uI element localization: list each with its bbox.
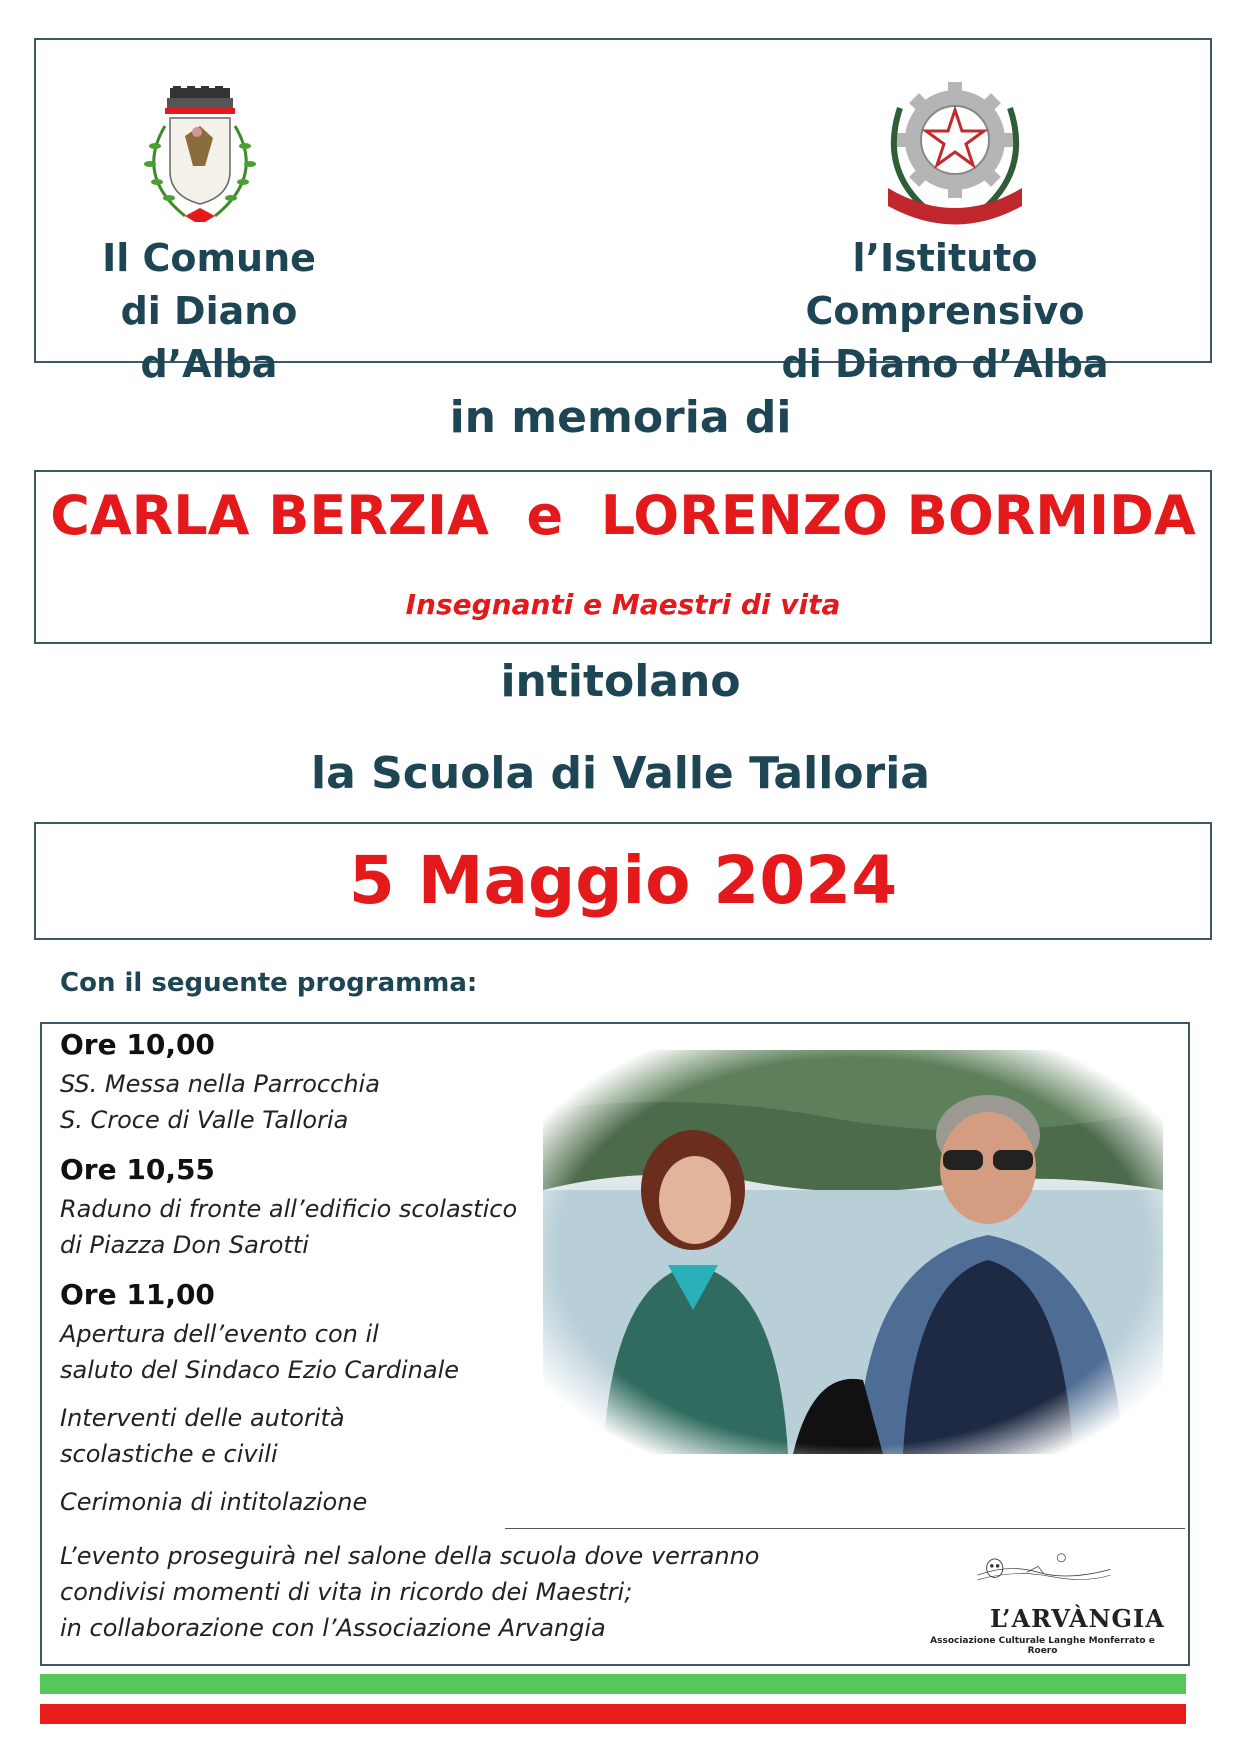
closing-line-1: L’evento proseguirà nel salone della scuola dove verranno [60, 1542, 760, 1570]
program-divider [505, 1528, 1185, 1529]
event-date: 5 Maggio 2024 [348, 842, 898, 919]
green-stripe [40, 1674, 1186, 1694]
program-item-1-line-1: SS. Messa nella Parrocchia [60, 1070, 380, 1098]
program-time-1: Ore 10,00 [60, 1028, 215, 1061]
in-memoria-heading: in memoria di [449, 392, 792, 443]
istituto-line-1: l’Istituto Comprensivo [805, 236, 1085, 333]
arvangia-title: L’ARVÀNGIA [990, 1604, 1165, 1633]
istituto-name [715, 232, 1175, 391]
extra-item-1-line-1: Interventi delle autorità [60, 1404, 345, 1432]
closing-line-3: in collaborazione con l’Associazione Arvangia [60, 1614, 606, 1642]
comune-line-1: Il Comune [102, 236, 316, 280]
program-time-3: Ore 11,00 [60, 1278, 215, 1311]
program-time-2: Ore 10,55 [60, 1153, 215, 1186]
program-item-2-line-1: Raduno di fronte all’edificio scolastico [60, 1195, 518, 1223]
honorees-photo [543, 1050, 1163, 1454]
italian-republic-emblem-icon [880, 68, 1030, 236]
program-item-3-line-2: saluto del Sindaco Ezio Cardinale [60, 1356, 459, 1384]
comune-coat-of-arms-icon [125, 86, 275, 246]
program-item-1-line-2: S. Croce di Valle Talloria [60, 1106, 349, 1134]
school-name: la Scuola di Valle Talloria [311, 748, 930, 799]
arvangia-subtitle: Associazione Culturale Langhe Monferrato e Roero [930, 1636, 1155, 1656]
istituto-line-2: di Diano d’Alba [781, 342, 1109, 386]
program-item-2-line-2: di Piazza Don Sarotti [60, 1231, 309, 1259]
program-item-3-line-1: Apertura dell’evento con il [60, 1320, 379, 1348]
extra-item-2: Cerimonia di intitolazione [60, 1488, 368, 1516]
honoree-subtitle: Insegnanti e Maestri di vita [405, 588, 841, 621]
extra-item-1-line-2: scolastiche e civili [60, 1440, 278, 1468]
program-intro: Con il seguente programma: [60, 968, 478, 998]
comune-line-2: di Diano d’Alba [120, 289, 298, 386]
arvangia-logo-icon [925, 1552, 1160, 1607]
intitolano-heading: intitolano [500, 656, 741, 707]
honoree-names: CARLA BERZIA e LORENZO BORMIDA [50, 484, 1196, 547]
comune-name [54, 232, 364, 391]
red-stripe [40, 1704, 1186, 1724]
closing-line-2: condivisi momenti di vita in ricordo dei Maestri; [60, 1578, 633, 1606]
